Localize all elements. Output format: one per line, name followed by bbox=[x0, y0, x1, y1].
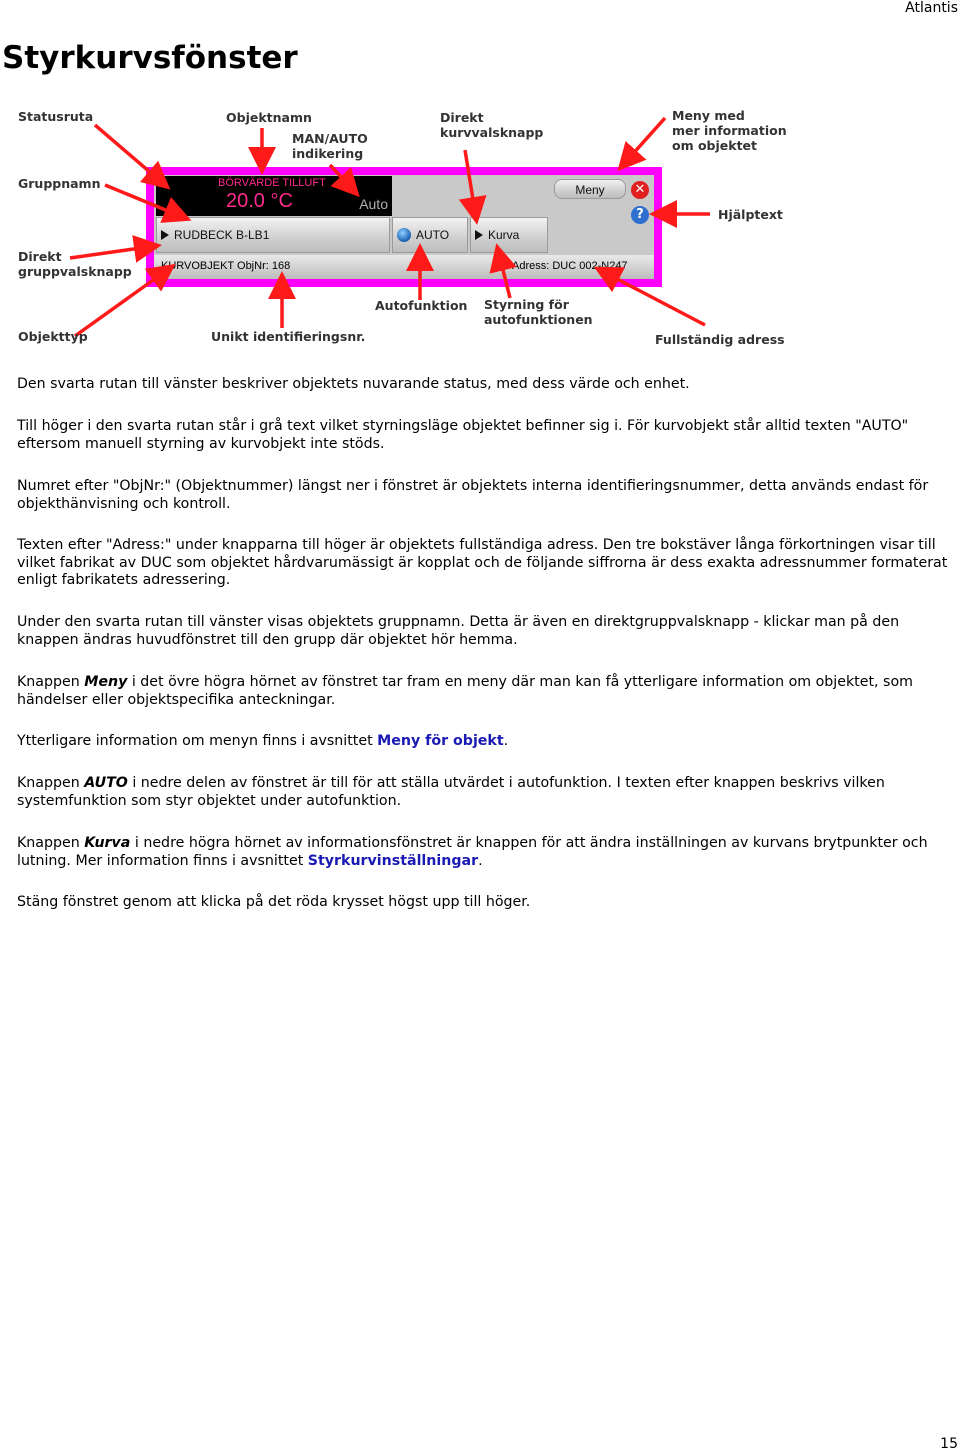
callout-hjalptext: Hjälptext bbox=[718, 207, 783, 222]
paragraph-auto: Knappen AUTO i nedre delen av fönstret är till för att ställa utvärdet i autofunktion. I texten efter knappen beskrivs vilken systemfunktion som styr objektet under autofunktion. bbox=[17, 775, 885, 809]
status-label: BÖRVÄRDE TILLUFT bbox=[218, 177, 326, 189]
page-number: 15 bbox=[940, 1436, 958, 1452]
callout-man-auto: MAN/AUTO indikering bbox=[292, 131, 368, 161]
address-label: Adress: DUC 002-N247 bbox=[512, 260, 628, 272]
paragraph-mode: Till höger i den svarta rutan står i grå text vilket styrningsläge objektet befinner sig i. För kurvobjekt står alltid texten "AUTO" eftersom manuell styrning av kurvobjekt inte stöds. bbox=[17, 418, 909, 452]
callout-direkt-grupp: Direkt gruppvalsknapp bbox=[18, 249, 132, 279]
arrow-statusruta bbox=[95, 125, 165, 185]
arrow-styrning bbox=[498, 250, 510, 298]
callout-meny-info: Meny med mer information om objektet bbox=[672, 108, 787, 153]
callout-direkt-kurva: Direkt kurvvalsknapp bbox=[440, 110, 544, 140]
paragraph-curve: Knappen Kurva i nedre högra hörnet av informationsfönstret är knappen för att ändra inställningen av kurvans brytpunkter och lutning. Mer information finns i avsnittet Styrkurvinställningar. bbox=[17, 835, 928, 869]
paragraph-status: Den svarta rutan till vänster beskriver objektets nuvarande status, med dess värde och enhet. bbox=[17, 376, 690, 392]
callout-objektnamn: Objektnamn bbox=[226, 110, 312, 125]
arrow-direkt-kurva bbox=[465, 150, 476, 218]
object-type-label: KURVOBJEKT ObjNr: 168 bbox=[161, 260, 291, 272]
auto-button-label: AUTO bbox=[416, 228, 450, 242]
callout-fullstandig-adress: Fullständig adress bbox=[655, 332, 785, 347]
annotated-window-figure bbox=[0, 100, 960, 360]
paragraph-address: Texten efter "Adress:" under knapparna till höger är objektets fullständiga adress. Den tre bokstäver långa förkortningen visar till vilket fabrikat av DUC som objektet hårdvarumässigt är kopplat och de följande siffrorna är dess exakta adressnummer formaterat enligt fabrikatets adressering. bbox=[17, 537, 948, 588]
arrow-adress bbox=[600, 270, 705, 325]
arrow-gruppnamn bbox=[105, 185, 185, 218]
callout-styrning-auto: Styrning för autofunktionen bbox=[484, 297, 593, 327]
product-name: Atlantis bbox=[905, 0, 958, 16]
paragraph-menu: Knappen Meny i det övre högra hörnet av fönstret tar fram en meny där man kan få ytterligare information om objektet, som händelser eller objektspecifika anteckningar. bbox=[17, 674, 913, 708]
arrow-man-auto bbox=[330, 165, 355, 192]
callout-gruppnamn: Gruppnamn bbox=[18, 176, 101, 191]
paragraph-close: Stäng fönstret genom att klicka på det röda krysset högst upp till höger. bbox=[17, 894, 531, 910]
callout-objekttyp: Objekttyp bbox=[18, 329, 88, 344]
close-icon[interactable]: ✕ bbox=[631, 181, 649, 199]
arrow-meny bbox=[622, 118, 665, 166]
man-auto-indicator: Auto bbox=[359, 196, 388, 212]
callout-unikt-id: Unikt identifieringsnr. bbox=[211, 329, 366, 344]
callout-statusruta: Statusruta bbox=[18, 109, 94, 124]
callout-autofunktion: Autofunktion bbox=[375, 298, 468, 313]
menu-button[interactable]: Meny bbox=[554, 179, 626, 199]
paragraph-menu-info: Ytterligare information om menyn finns i avsnittet Meny för objekt. bbox=[17, 733, 509, 749]
status-value: 20.0 °C bbox=[226, 190, 293, 212]
group-name: RUDBECK B-LB1 bbox=[174, 228, 270, 242]
paragraph-objnr: Numret efter "ObjNr:" (Objektnummer) längst ner i fönstret är objektets interna identifieringsnummer, detta används endast för objekthänvisning och kontroll. bbox=[17, 478, 929, 512]
link-meny-for-objekt[interactable]: Meny för objekt bbox=[377, 733, 504, 749]
paragraph-group: Under den svarta rutan till vänster visas objektets gruppnamn. Detta är även en direktgruppvalsknapp - klickar man på den knappen ändras huvudfönstret till den grupp där objektet hör hemma. bbox=[17, 614, 900, 648]
curve-button-label: Kurva bbox=[488, 228, 520, 242]
page-title: Styrkurvsfönster bbox=[2, 40, 298, 76]
help-icon[interactable]: ? bbox=[631, 206, 649, 224]
link-styrkurvinstallningar[interactable]: Styrkurvinställningar bbox=[307, 852, 479, 869]
